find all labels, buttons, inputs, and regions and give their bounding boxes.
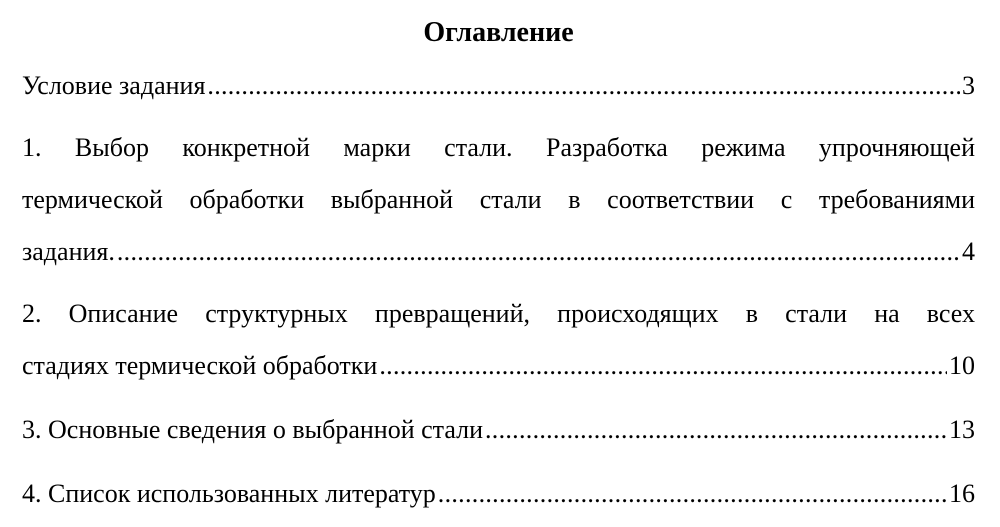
toc-page-number: 3 (962, 71, 975, 100)
toc-entry-line: 1. Выбор конкретной марки стали. Разработка режима упрочняющей (22, 133, 975, 162)
toc-entry-text: стадиях термической обработки (22, 351, 378, 380)
toc-entry-line (22, 404, 975, 456)
toc-entry-conditions[interactable] (22, 60, 975, 112)
toc-entry-text: Условие задания (22, 71, 206, 100)
dot-leader (485, 404, 947, 456)
toc-entry-text: 3. Основные сведения о выбранной стали (22, 415, 483, 444)
toc-entry-line: термической обработки выбранной стали в соответствии с требованиями (22, 185, 975, 214)
dot-leader (117, 226, 960, 278)
dot-leader (438, 468, 947, 520)
toc-page-number: 16 (949, 479, 975, 508)
toc-entry-line (22, 468, 975, 520)
toc-entry-line: 2. Описание структурных превращений, происходящих в стали на всех (22, 299, 975, 328)
toc-title: Оглавление (423, 17, 574, 48)
toc-entry-3[interactable] (22, 404, 975, 456)
toc-page-number: 4 (962, 237, 975, 266)
toc-entry-line (22, 226, 975, 278)
dot-leader (379, 340, 947, 392)
dot-leader (207, 60, 960, 112)
toc-entry-1[interactable] (22, 122, 975, 278)
toc-entry-line (22, 340, 975, 392)
toc-page-number: 10 (949, 351, 975, 380)
toc-page-number: 13 (949, 415, 975, 444)
toc-entry-text: задания. (22, 237, 115, 266)
toc-entry-2[interactable] (22, 288, 975, 392)
toc-entry-line (22, 60, 975, 112)
toc-entry-4[interactable] (22, 468, 975, 520)
toc-list (22, 60, 975, 520)
toc-entry-text: 4. Список использованных литератур (22, 479, 436, 508)
document-page (22, 0, 975, 520)
